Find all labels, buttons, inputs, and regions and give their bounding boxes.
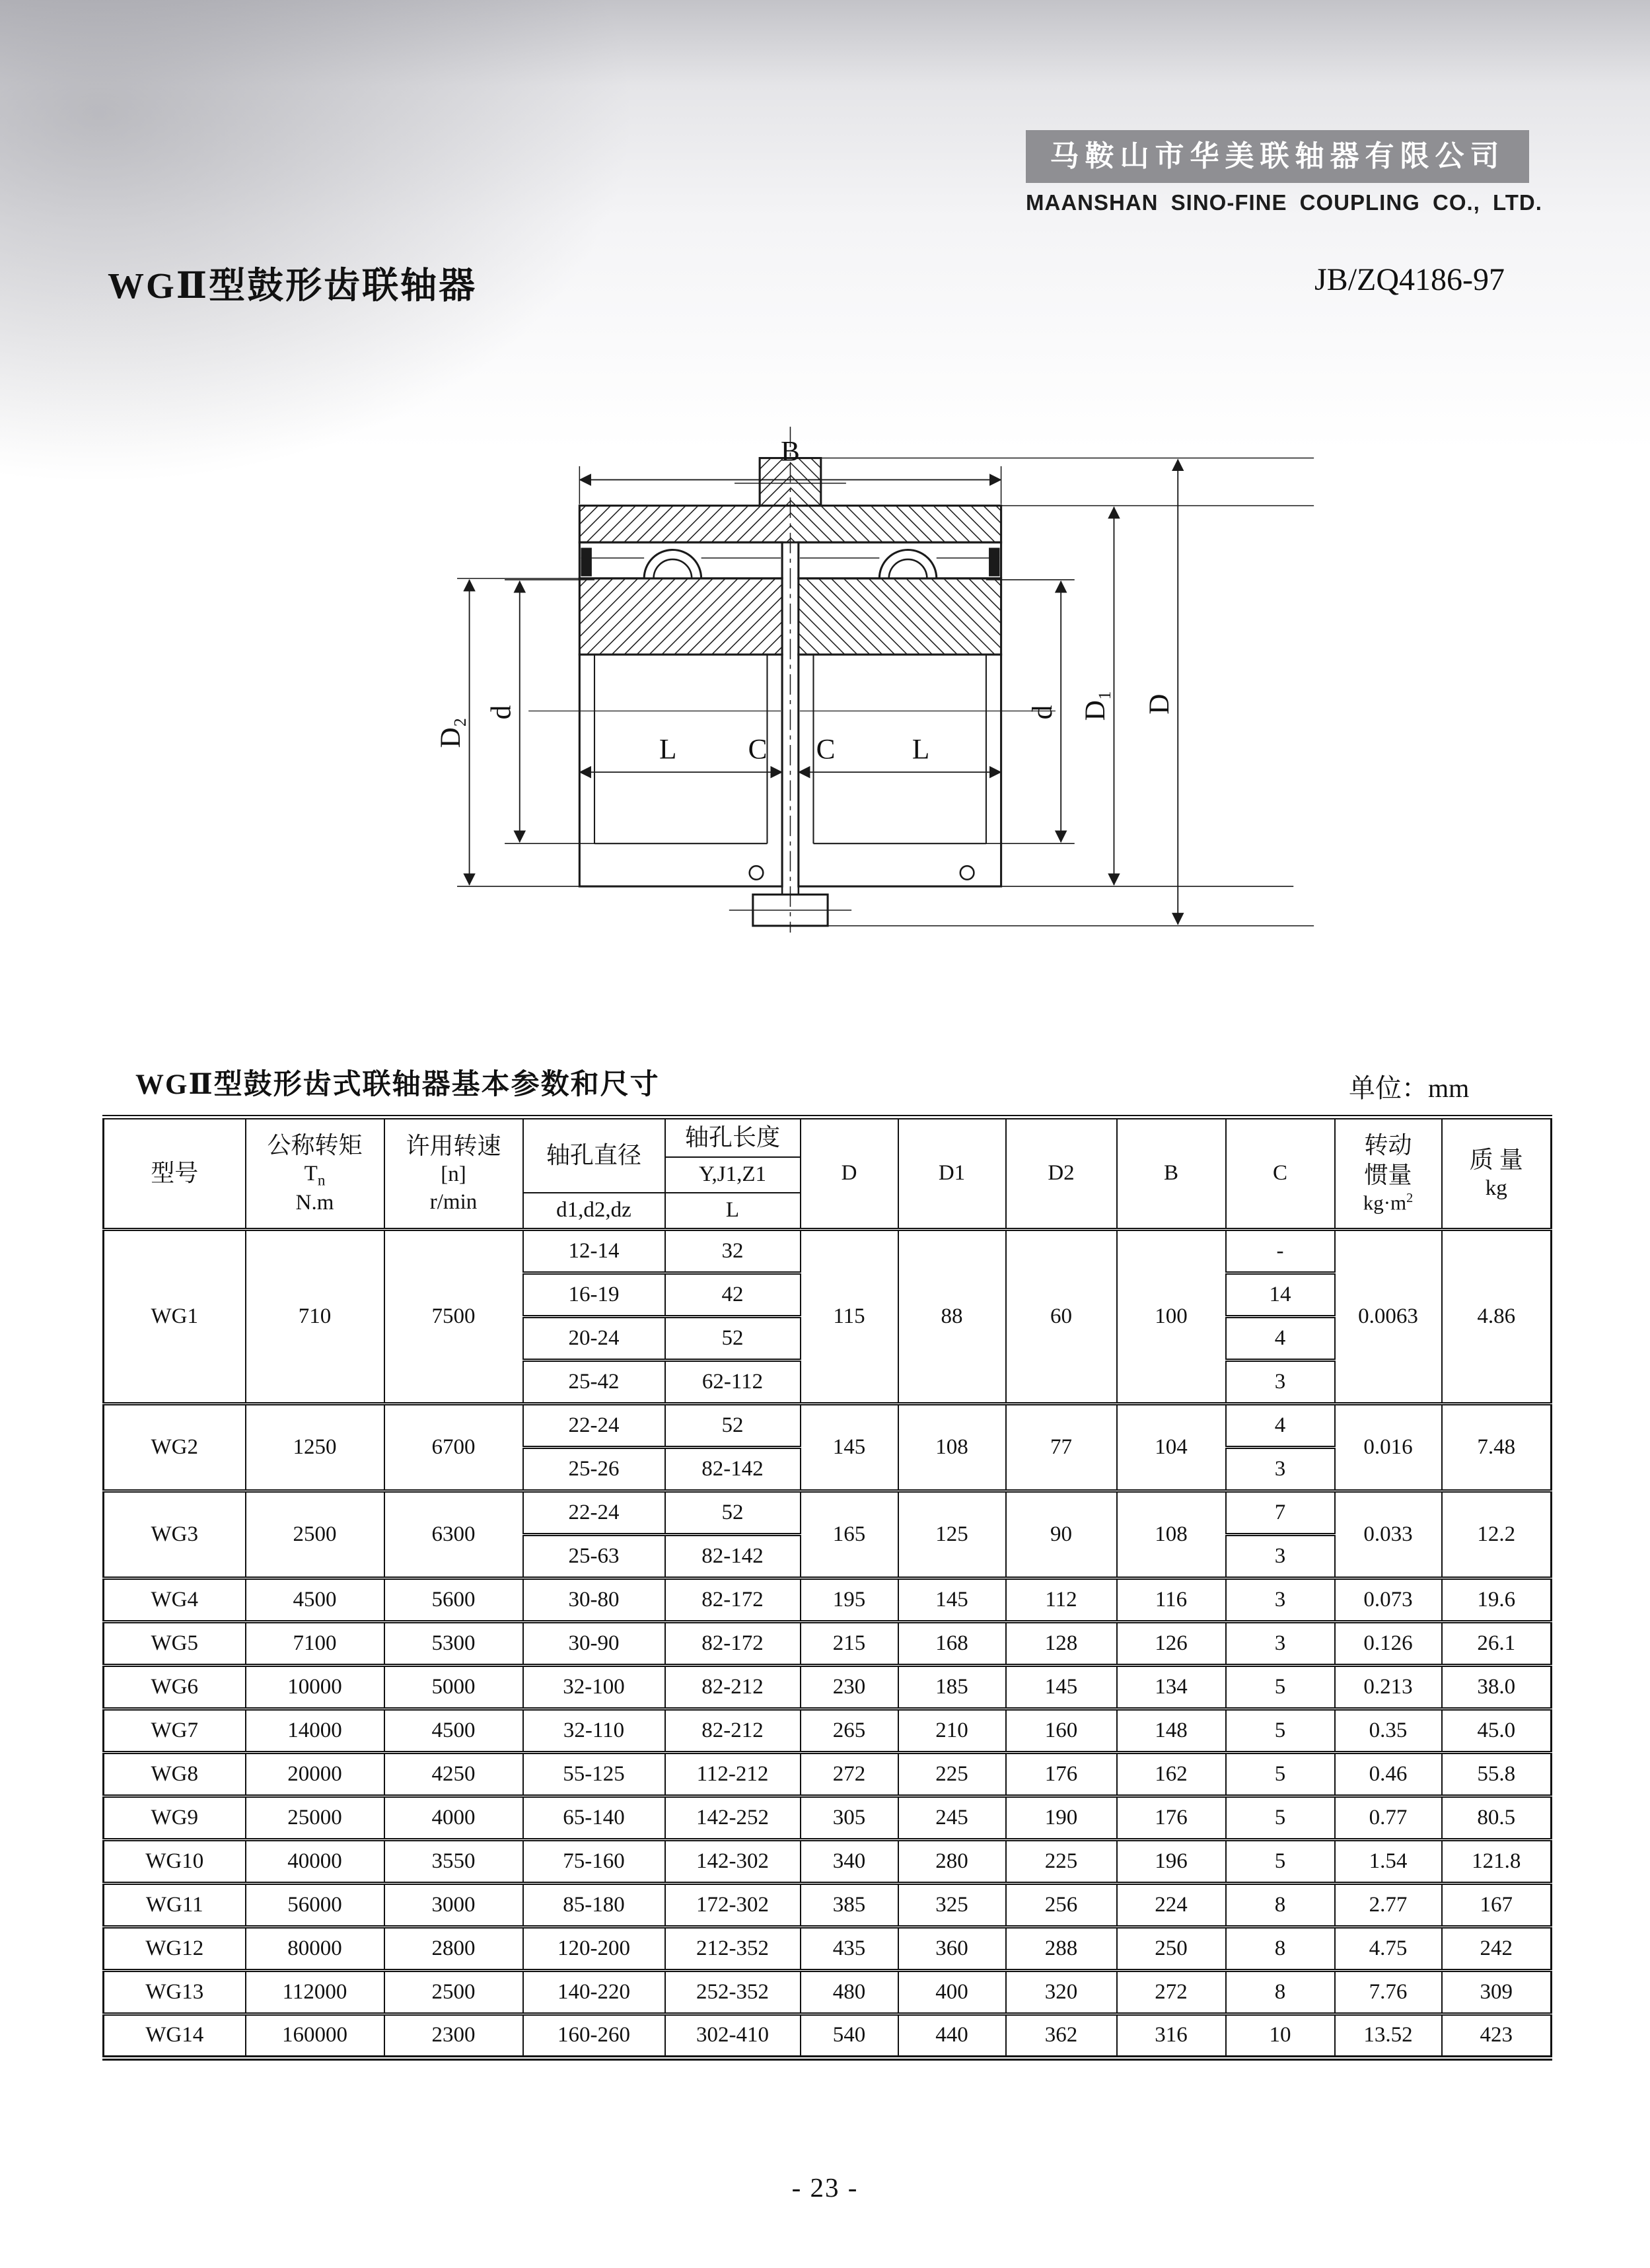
cell: 360 [898, 1927, 1006, 1971]
cell: 82-212 [665, 1666, 801, 1709]
table-row [104, 1578, 1552, 1622]
table-row [104, 1753, 1552, 1796]
cell: 25-26 [523, 1448, 665, 1491]
cell: 145 [801, 1404, 898, 1491]
cell: 125 [898, 1491, 1006, 1578]
cell: WG1 [104, 1230, 246, 1404]
cell: 10 [1226, 2014, 1335, 2058]
cell: 52 [665, 1491, 801, 1535]
cell: 60 [1006, 1230, 1117, 1404]
page-number: - 23 - [791, 2172, 859, 2203]
cell: 0.0063 [1335, 1230, 1442, 1404]
cell: 42 [665, 1273, 801, 1317]
table-row [104, 1404, 1552, 1448]
cell: 160 [1006, 1709, 1117, 1753]
col-header-speed: 许用转速 [n] r/min [384, 1117, 523, 1230]
dim-label-D2: D₂ [435, 717, 467, 748]
cell: 108 [898, 1404, 1006, 1491]
cell: 120-200 [523, 1927, 665, 1971]
cell: 5 [1226, 1709, 1335, 1753]
cell: 30-90 [523, 1622, 665, 1666]
cell: 176 [1117, 1796, 1226, 1840]
cell: 435 [801, 1927, 898, 1971]
unit-label: 单位：mm [1349, 1073, 1470, 1103]
cell: 280 [898, 1840, 1006, 1884]
cell: 288 [1006, 1927, 1117, 1971]
cell: 52 [665, 1404, 801, 1448]
col-header-C: C [1226, 1117, 1335, 1230]
cell: 160000 [246, 2014, 384, 2058]
hub-body-left [579, 655, 782, 886]
cell: 225 [1006, 1840, 1117, 1884]
cell: 52 [665, 1317, 801, 1361]
seal-left [581, 548, 591, 576]
col-header-B: B [1117, 1117, 1226, 1230]
dim-label-C-left: C [748, 733, 768, 765]
spec-table [102, 1115, 1552, 2061]
cell: 2300 [384, 2014, 523, 2058]
cell: 302-410 [665, 2014, 801, 2058]
cell: WG11 [104, 1884, 246, 1927]
cell: 0.016 [1335, 1404, 1442, 1491]
cell: 32-110 [523, 1709, 665, 1753]
cell: 168 [898, 1622, 1006, 1666]
cell: 82-172 [665, 1622, 801, 1666]
col-header-inertia: 转动 惯量 $kg\cdot m^2$ [1335, 1117, 1442, 1230]
cell: 140-220 [523, 1971, 665, 2014]
cell: 12.2 [1442, 1491, 1552, 1578]
cell: 19.6 [1442, 1578, 1552, 1622]
cell: 10000 [246, 1666, 384, 1709]
cell: 245 [898, 1796, 1006, 1840]
cell: 165 [801, 1491, 898, 1578]
table-row [104, 1796, 1552, 1840]
cell: 80000 [246, 1927, 384, 1971]
table-row [104, 1491, 1552, 1535]
cell: 224 [1117, 1884, 1226, 1927]
company-name-cn: 马鞍山市华美联轴器有限公司 [1026, 130, 1529, 183]
cell: 6300 [384, 1491, 523, 1578]
cell: 423 [1442, 2014, 1552, 2058]
cell: 7.48 [1442, 1404, 1552, 1491]
cell: 3000 [384, 1884, 523, 1927]
cell: WG10 [104, 1840, 246, 1884]
spec-table-head [104, 1117, 1552, 1230]
dim-label-L-left: L [659, 733, 677, 765]
cell: 142-302 [665, 1840, 801, 1884]
cell: 400 [898, 1971, 1006, 2014]
cell: 1250 [246, 1404, 384, 1491]
cell: 142-252 [665, 1796, 801, 1840]
cell: 225 [898, 1753, 1006, 1796]
cell: 82-212 [665, 1709, 801, 1753]
cell: 104 [1117, 1404, 1226, 1491]
cell: 172-302 [665, 1884, 801, 1927]
cell: 2500 [246, 1491, 384, 1578]
table-row [104, 1666, 1552, 1709]
dim-label-L-right: L [912, 733, 930, 765]
cell: 4500 [384, 1709, 523, 1753]
cell: WG4 [104, 1578, 246, 1622]
cell: WG13 [104, 1971, 246, 2014]
cell: 385 [801, 1884, 898, 1927]
cell: 38.0 [1442, 1666, 1552, 1709]
cell: 252-352 [665, 1971, 801, 2014]
seal-right [989, 548, 999, 576]
cell: 22-24 [523, 1404, 665, 1448]
cell: 112-212 [665, 1753, 801, 1796]
cell: 160-260 [523, 2014, 665, 2058]
cell: 80.5 [1442, 1796, 1552, 1840]
cell: WG7 [104, 1709, 246, 1753]
cell: 210 [898, 1709, 1006, 1753]
cell: WG3 [104, 1491, 246, 1578]
table-title: WGⅡ型鼓形齿式联轴器基本参数和尺寸 [135, 1069, 660, 1100]
col-header-bore-len: 轴孔长度 [665, 1117, 801, 1157]
cell: 14000 [246, 1709, 384, 1753]
cell: 82-142 [665, 1448, 801, 1491]
cell: 62-112 [665, 1361, 801, 1404]
cell: 710 [246, 1230, 384, 1404]
cell: WG12 [104, 1927, 246, 1971]
cell: 148 [1117, 1709, 1226, 1753]
cell: 0.073 [1335, 1578, 1442, 1622]
spec-table-body [104, 1230, 1552, 2058]
cell: 3 [1226, 1578, 1335, 1622]
cell: 5600 [384, 1578, 523, 1622]
cell: 362 [1006, 2014, 1117, 2058]
cell: 230 [801, 1666, 898, 1709]
cell: 7500 [384, 1230, 523, 1404]
cell: 13.52 [1335, 2014, 1442, 2058]
cell: 26.1 [1442, 1622, 1552, 1666]
cell: 3 [1226, 1535, 1335, 1578]
cell: 196 [1117, 1840, 1226, 1884]
cell: 5300 [384, 1622, 523, 1666]
dim-label-C-right: C [816, 733, 836, 765]
cell: 82-142 [665, 1535, 801, 1578]
cell: 14 [1226, 1273, 1335, 1317]
cell: 55.8 [1442, 1753, 1552, 1796]
cell: 85-180 [523, 1884, 665, 1927]
cell: 162 [1117, 1753, 1226, 1796]
cell: 2.77 [1335, 1884, 1442, 1927]
cell: 65-140 [523, 1796, 665, 1840]
cell: 215 [801, 1622, 898, 1666]
cell: 265 [801, 1709, 898, 1753]
cell: 16-19 [523, 1273, 665, 1317]
cell: 212-352 [665, 1927, 801, 1971]
cell: 115 [801, 1230, 898, 1404]
cell: 145 [898, 1578, 1006, 1622]
col-header-mass: 质 量 kg [1442, 1117, 1552, 1230]
table-row [104, 1622, 1552, 1666]
cell: 8 [1226, 1884, 1335, 1927]
cell: 480 [801, 1971, 898, 2014]
cell: 5 [1226, 1666, 1335, 1709]
cell: 116 [1117, 1578, 1226, 1622]
cell: 90 [1006, 1491, 1117, 1578]
cell: 272 [801, 1753, 898, 1796]
cell: 12-14 [523, 1230, 665, 1273]
cell: 0.033 [1335, 1491, 1442, 1578]
col-header-bore-len-codes: Y,J1,Z1 [665, 1157, 801, 1193]
cell: 55-125 [523, 1753, 665, 1796]
table-row [104, 1230, 1552, 1273]
company-name-en: MAANSHAN SINO-FINE COUPLING CO., LTD. [1026, 190, 1542, 215]
cell: 108 [1117, 1491, 1226, 1578]
cell: 1.54 [1335, 1840, 1442, 1884]
cell: WG14 [104, 2014, 246, 2058]
col-header-torque: 公称转矩 $T_n$ N.m [246, 1117, 384, 1230]
cell: 5 [1226, 1840, 1335, 1884]
cell: 8 [1226, 1927, 1335, 1971]
cell: 25000 [246, 1796, 384, 1840]
cell: 2800 [384, 1927, 523, 1971]
cell: 0.46 [1335, 1753, 1442, 1796]
standard-number: JB/ZQ4186-97 [1314, 262, 1505, 297]
table-row [104, 1840, 1552, 1884]
cell: 2500 [384, 1971, 523, 2014]
hub-body-right [799, 655, 1001, 886]
col-header-D1: D1 [898, 1117, 1006, 1230]
cell: 22-24 [523, 1491, 665, 1535]
cell: 25-42 [523, 1361, 665, 1404]
cell: 195 [801, 1578, 898, 1622]
cell: 0.126 [1335, 1622, 1442, 1666]
cell: 7100 [246, 1622, 384, 1666]
table-row [104, 1971, 1552, 2014]
cell: 5 [1226, 1753, 1335, 1796]
cell: 272 [1117, 1971, 1226, 2014]
col-header-bore-dia: 轴孔直径 [523, 1117, 665, 1193]
cell: WG5 [104, 1622, 246, 1666]
dim-label-d-right: d [1026, 705, 1058, 720]
cell: 4.86 [1442, 1230, 1552, 1404]
dim-label-d-left: d [485, 705, 517, 720]
dim-label-D: D [1143, 693, 1175, 715]
cell: 4250 [384, 1753, 523, 1796]
cell: 20000 [246, 1753, 384, 1796]
cell: 190 [1006, 1796, 1117, 1840]
cell: 5000 [384, 1666, 523, 1709]
cell: 121.8 [1442, 1840, 1552, 1884]
cell: 82-172 [665, 1578, 801, 1622]
cell: 88 [898, 1230, 1006, 1404]
cell: 167 [1442, 1884, 1552, 1927]
cell: 20-24 [523, 1317, 665, 1361]
cell: 7 [1226, 1491, 1335, 1535]
cell: 3 [1226, 1448, 1335, 1491]
cell: 145 [1006, 1666, 1117, 1709]
cell: 7.76 [1335, 1971, 1442, 2014]
cell: WG8 [104, 1753, 246, 1796]
cell: 4500 [246, 1578, 384, 1622]
cell: 440 [898, 2014, 1006, 2058]
cell: 4 [1226, 1317, 1335, 1361]
cell: 250 [1117, 1927, 1226, 1971]
col-header-D: D [801, 1117, 898, 1230]
lube-hole-right [960, 866, 974, 880]
table-row [104, 2014, 1552, 2058]
cell: 45.0 [1442, 1709, 1552, 1753]
cell: 8 [1226, 1971, 1335, 2014]
table-row [104, 1927, 1552, 1971]
cell: 126 [1117, 1622, 1226, 1666]
cell: 100 [1117, 1230, 1226, 1404]
cell: 30-80 [523, 1578, 665, 1622]
cell: 325 [898, 1884, 1006, 1927]
cell: 0.77 [1335, 1796, 1442, 1840]
cell: 5 [1226, 1796, 1335, 1840]
cell: 320 [1006, 1971, 1117, 2014]
cell: 25-63 [523, 1535, 665, 1578]
cell: 340 [801, 1840, 898, 1884]
table-row [104, 1884, 1552, 1927]
cell: 242 [1442, 1927, 1552, 1971]
coupling-section-drawing [410, 416, 1334, 938]
cell: 305 [801, 1796, 898, 1840]
cell: 112 [1006, 1578, 1117, 1622]
cell: 56000 [246, 1884, 384, 1927]
cell: 112000 [246, 1971, 384, 2014]
cell: 40000 [246, 1840, 384, 1884]
cell: 4000 [384, 1796, 523, 1840]
cell: 75-160 [523, 1840, 665, 1884]
cell: 3 [1226, 1361, 1335, 1404]
col-header-D2: D2 [1006, 1117, 1117, 1230]
lube-hole-left [750, 866, 764, 880]
cell: 4.75 [1335, 1927, 1442, 1971]
cell: WG2 [104, 1404, 246, 1491]
table-row [104, 1709, 1552, 1753]
cell: 256 [1006, 1884, 1117, 1927]
cell: WG9 [104, 1796, 246, 1840]
cell: 128 [1006, 1622, 1117, 1666]
col-header-bore-dia-codes: d1,d2,dz [523, 1193, 665, 1230]
cell: WG6 [104, 1666, 246, 1709]
cell: 0.35 [1335, 1709, 1442, 1753]
cell: 309 [1442, 1971, 1552, 2014]
cell: 4 [1226, 1404, 1335, 1448]
cell: 32-100 [523, 1666, 665, 1709]
cell: 77 [1006, 1404, 1117, 1491]
cell: 32 [665, 1230, 801, 1273]
cell: 0.213 [1335, 1666, 1442, 1709]
col-header-model: 型号 [104, 1117, 246, 1230]
page-title: WGⅡ型鼓形齿联轴器 [108, 266, 478, 306]
cell: 3550 [384, 1840, 523, 1884]
cell: 134 [1117, 1666, 1226, 1709]
cell: 3 [1226, 1622, 1335, 1666]
dim-label-D1: D₁ [1079, 690, 1112, 721]
dim-label-B: B [781, 435, 800, 468]
col-header-bore-len-L: L [665, 1193, 801, 1230]
cell: - [1226, 1230, 1335, 1273]
cell: 540 [801, 2014, 898, 2058]
cell: 185 [898, 1666, 1006, 1709]
cell: 176 [1006, 1753, 1117, 1796]
cell: 6700 [384, 1404, 523, 1491]
cell: 316 [1117, 2014, 1226, 2058]
